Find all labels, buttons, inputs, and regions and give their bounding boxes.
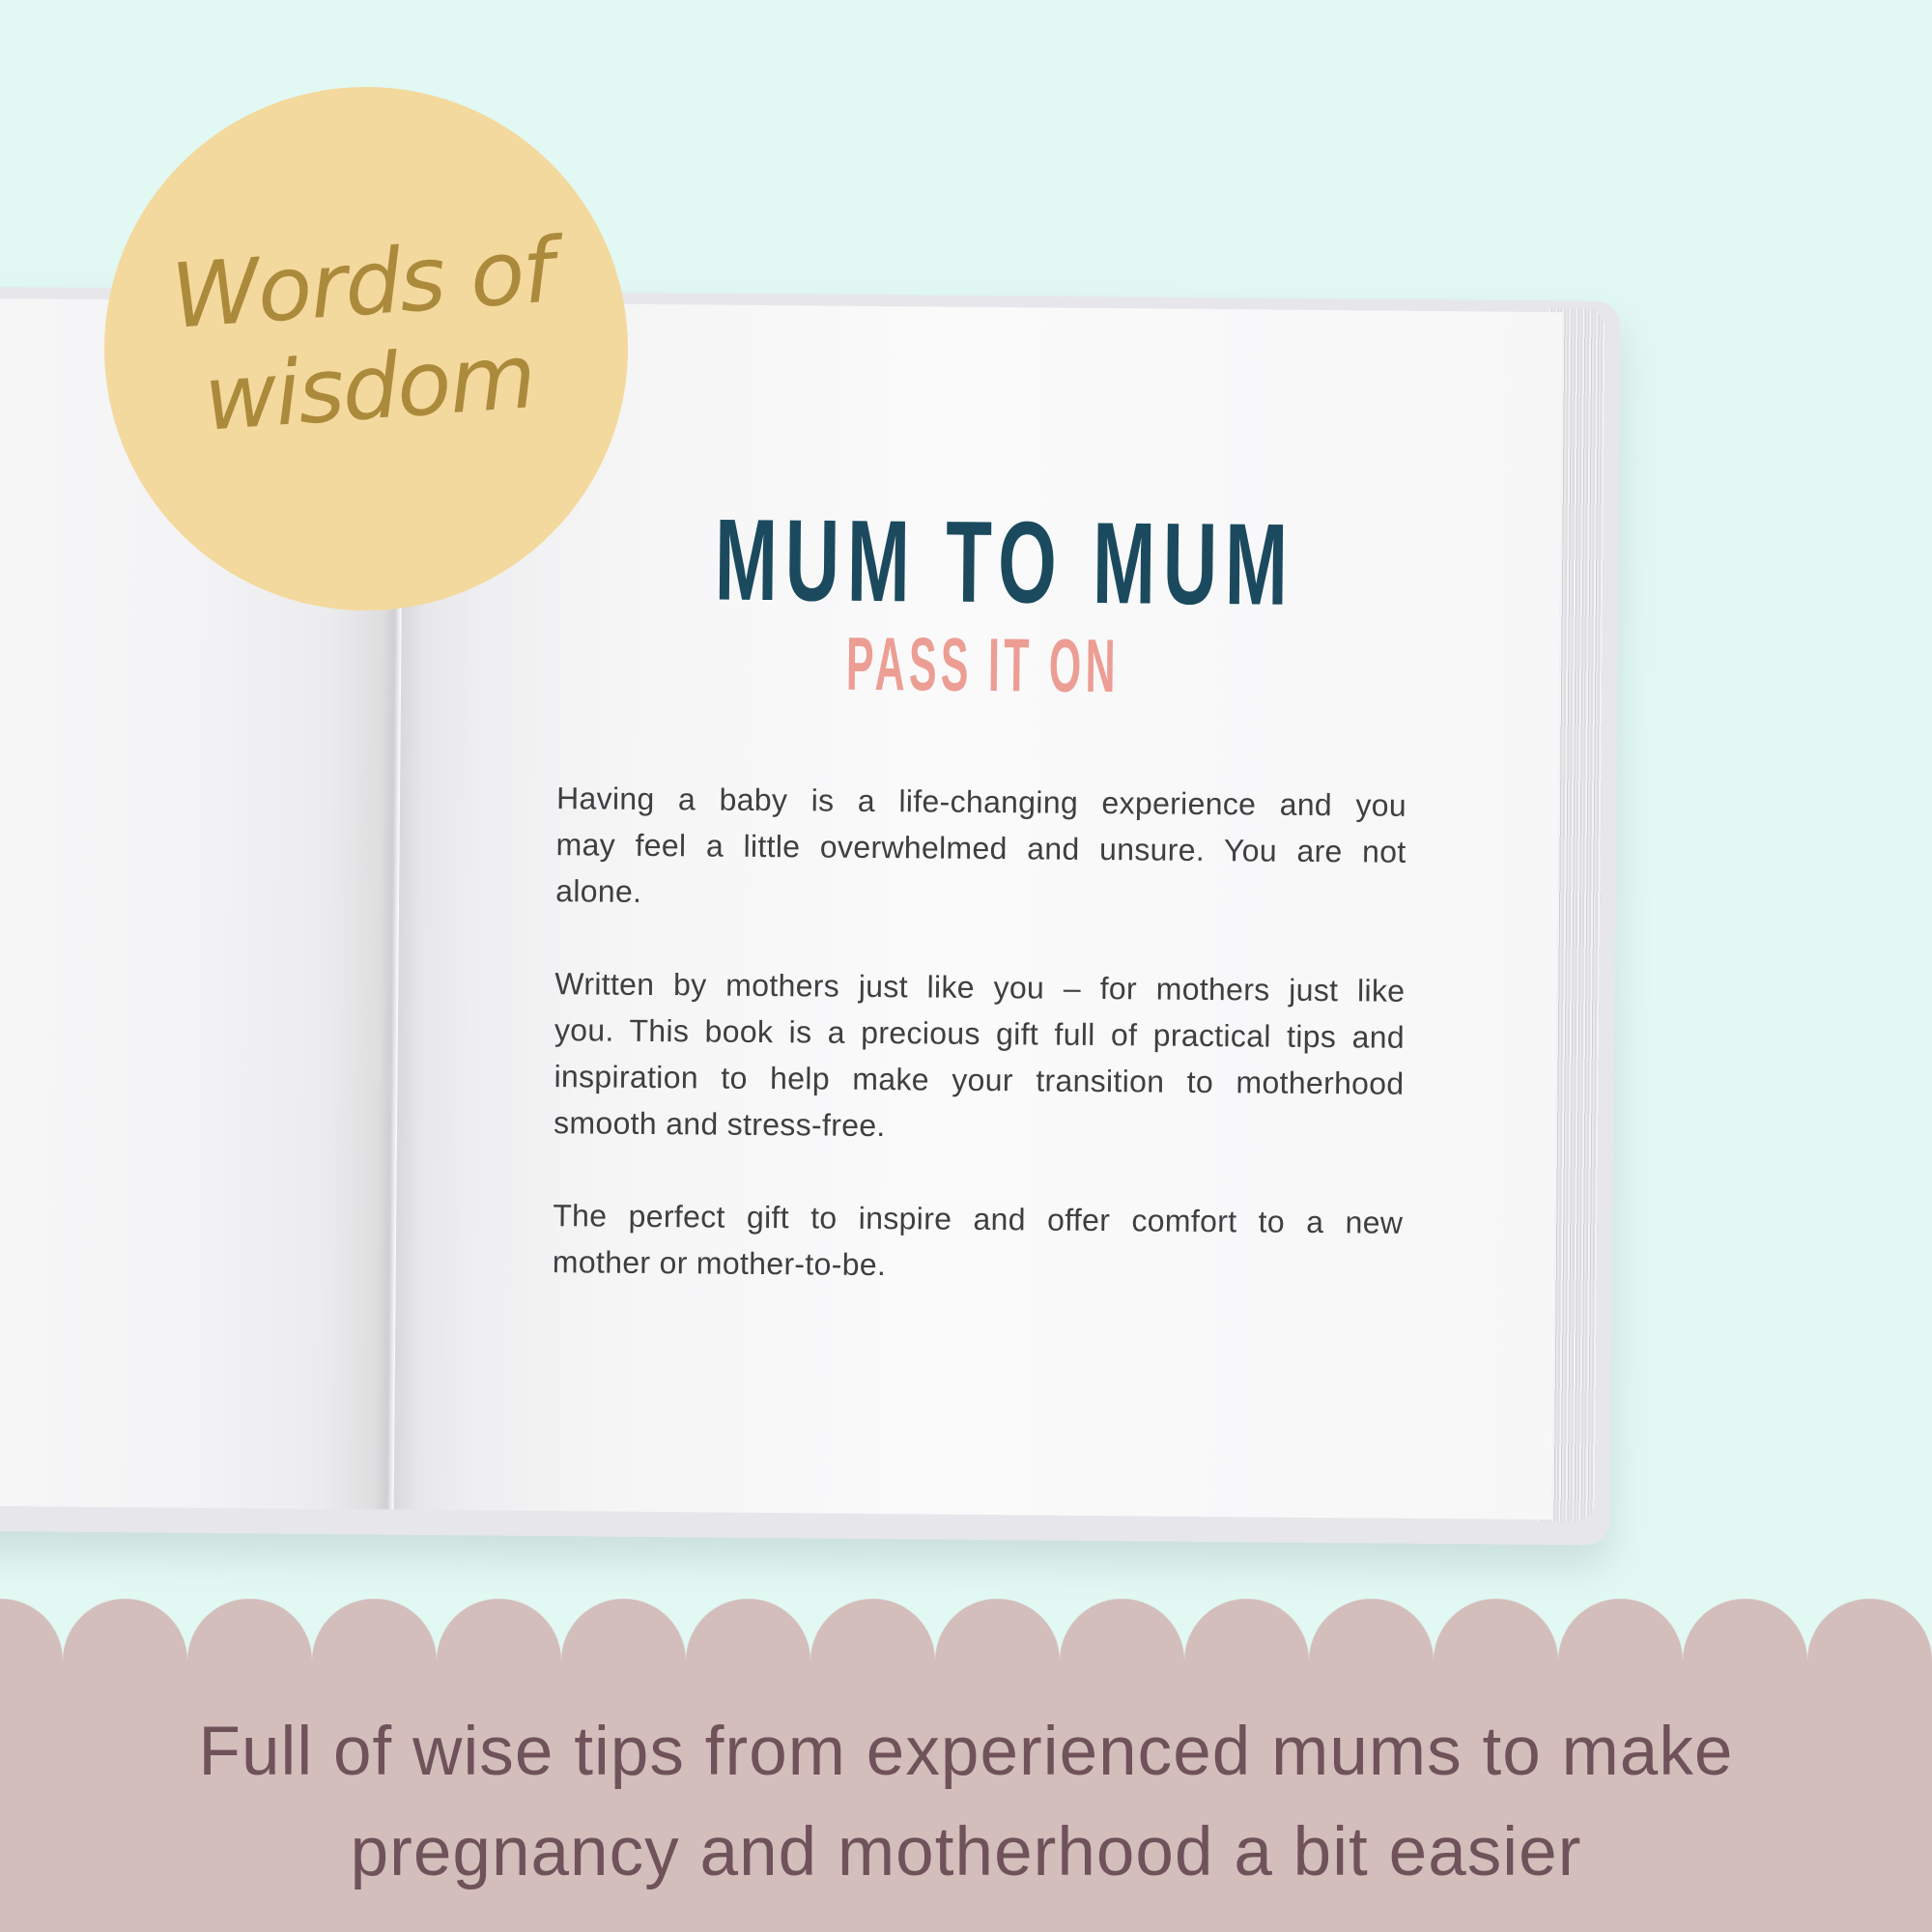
page-title xyxy=(558,495,1409,630)
page-body-copy xyxy=(553,775,1407,1293)
body-paragraph xyxy=(555,775,1406,922)
badge-line-1: Words of xyxy=(167,218,555,349)
footer-caption xyxy=(0,1702,1932,1903)
page-title-text: MUM TO MUM xyxy=(714,495,1296,630)
badge-line-2: wisdom xyxy=(200,325,538,451)
footer-caption-line-2: pregnancy and motherhood a bit easier xyxy=(350,1814,1582,1890)
paragraph-line: Having a baby is a life-changing experience and you xyxy=(555,781,1407,823)
paragraph-line: alone. xyxy=(555,873,642,909)
paragraph-line: Written by mothers just like you – for mothers just like xyxy=(554,966,1406,1009)
footer-panel xyxy=(0,1661,1932,1932)
page-subtitle xyxy=(557,620,1408,709)
badge-text xyxy=(168,219,565,479)
scallop-border xyxy=(0,1599,1932,1662)
paragraph-line: The perfect gift to inspire and offer comfort to a new xyxy=(553,1198,1404,1240)
paragraph-line: smooth and stress-free. xyxy=(553,1105,886,1144)
paragraph-line: you. This book is a precious gift full of practical tips and xyxy=(554,1012,1406,1055)
paragraph-line: mother or mother-to-be. xyxy=(552,1244,887,1283)
paragraph-line: inspiration to help make your transition to motherhood xyxy=(554,1059,1405,1101)
paragraph-line: may feel a little overwhelmed and unsure. You are not xyxy=(555,827,1406,869)
page-content xyxy=(552,495,1409,1293)
body-paragraph xyxy=(553,1192,1404,1293)
footer-caption-line-1: Full of wise tips from experienced mums to make xyxy=(198,1714,1734,1790)
words-of-wisdom-badge xyxy=(104,87,628,611)
page-subtitle-text: PASS IT ON xyxy=(845,620,1121,709)
body-paragraph xyxy=(554,960,1406,1153)
